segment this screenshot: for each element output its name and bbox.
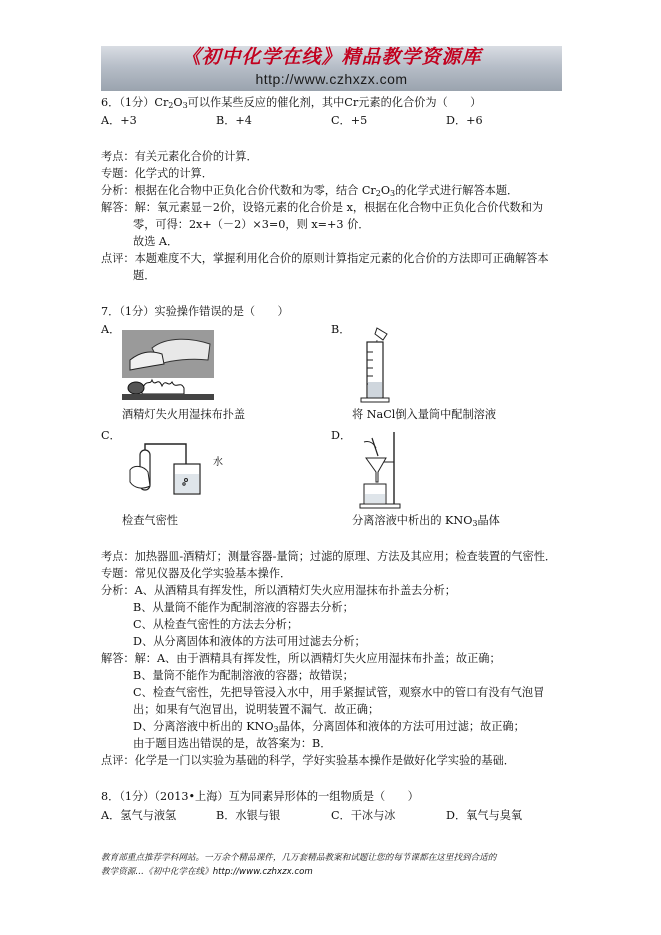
q6-jieda-line2: 零，可得：2x+（－2）×3=0，则 x=+3 价． (133, 218, 370, 231)
footer-line2[interactable]: 教学资源…《初中化学在线》http://www.czhxzx.com (101, 867, 313, 877)
q7-dianping: 点评：化学是一门以实验为基础的科学，学好实验基本操作是做好化学实验的基础． (101, 754, 515, 767)
q6-jieda-line3: 故选 A． (133, 235, 179, 248)
q6-jieda-line1: 解答：解：氧元素显－2价，设铬元素的化合价是 x，根据在化合物中正负化合价代数和为 (101, 201, 544, 214)
q7-jieda-line3: C、检查气密性，先把导管浸入水中，用手紧握试管，观察水中的管口有没有气泡冒 (133, 686, 545, 699)
water-label: 水 (213, 457, 223, 468)
q7-jieda-line4: 出；如果有气泡冒出，说明装置不漏气．故正确； (133, 703, 380, 716)
figure-b-graduated-cylinder (353, 326, 399, 404)
q6-option-d: D．+6 (446, 114, 483, 127)
q7-label-d: D． (331, 429, 352, 442)
q7-caption-c: 检查气密性 (122, 514, 178, 527)
q8-stem: 8．（1分）（2013•上海）互为同素异形体的一组物质是（ ） (101, 790, 419, 803)
q7-jieda-line6: 由于题目选出错误的是，故答案为：B． (133, 737, 332, 750)
q7-jieda-line2: B、量筒不能作为配制溶液的容器；故错误； (133, 669, 354, 682)
q7-caption-a: 酒精灯失火用湿抹布扑盖 (122, 408, 246, 421)
q7-caption-b: 将 NaCl倒入量筒中配制溶液 (352, 408, 497, 421)
banner-url[interactable]: http://www.czhxzx.com (255, 71, 408, 87)
q7-label-b: B． (331, 323, 351, 336)
figure-c-airtightness (124, 440, 216, 502)
figure-a-alcohol-lamp (122, 330, 214, 400)
figure-d-filtration (354, 428, 404, 510)
q6-zhuanti: 专题：化学式的计算． (101, 167, 213, 180)
page-footer (101, 851, 571, 879)
q6-option-a: A．+3 (101, 114, 137, 127)
q7-kaodian: 考点：加热器皿-酒精灯；测量容器-量筒；过滤的原理、方法及其应用；检查装置的气密性． (101, 550, 557, 563)
alcohol-lamp-icon (128, 382, 144, 394)
site-banner (101, 46, 562, 91)
q7-label-c: C． (101, 429, 121, 442)
q7-caption-d: 分离溶液中析出的 $KNO_3$晶体 (352, 514, 500, 528)
q8-option-c: C．干冰与冰 (331, 809, 396, 822)
q6-kaodian: 考点：有关元素化合价的计算． (101, 150, 258, 163)
q8-option-d: D．氧气与臭氧 (446, 809, 523, 822)
q7-jieda-line5: D、分离溶液中析出的 $KNO_3$晶体，分离固体和液体的方法可用过滤；故正确； (133, 720, 525, 734)
banner-title: 《初中化学在线》精品教学资源库 (181, 46, 482, 68)
q8-option-b: B．水银与银 (216, 809, 281, 822)
q6-option-c: C．+5 (331, 114, 368, 127)
q7-fenxi-line3: C、从检查气密性的方法去分析； (133, 618, 299, 631)
footer-line1: 教育部重点推荐学科网站。一万余个精品课件，几万套精品教案和试题让您的每节课都在这里找到合适的 (101, 853, 497, 863)
q7-stem: 7．（1分）实验操作错误的是（ ） (101, 305, 289, 318)
pouring-beaker-icon (364, 441, 376, 448)
q7-fenxi-line4: D、从分离固体和液体的方法可用过滤去分析； (133, 635, 366, 648)
q8-option-a: A．氢气与液氢 (101, 809, 177, 822)
q7-jieda-line1: 解答：解：A、由于酒精具有挥发性，所以酒精灯失火应用湿抹布扑盖；故正确； (101, 652, 501, 665)
q6-fenxi: 分析：根据在化合物中正负化合价代数和为零，结合 $Cr_2O_3$的化学式进行解答本题． (101, 184, 519, 198)
q7-fenxi-line2: B、从量筒不能作为配制溶液的容器去分析； (133, 601, 354, 614)
q6-option-b: B．+4 (216, 114, 252, 127)
q6-dianping-line1: 点评：本题难度不大，掌握利用化合价的原则计算指定元素的化合价的方法即可正确解答本 (101, 252, 549, 265)
funnel-icon (366, 458, 386, 482)
q6-stem: 6．（1分）$Cr_2O_3$可以作某些反应的催化剂，其中Cr元素的化合价为（ ） (101, 96, 482, 110)
q7-fenxi-line1: 分析：A、从酒精具有挥发性，所以酒精灯失火应用湿抹布扑盖去分析； (101, 584, 456, 597)
q6-dianping-line2: 题． (133, 269, 156, 282)
q7-label-a: A． (101, 323, 121, 336)
q7-zhuanti: 专题：常见仪器及化学实验基本操作． (101, 567, 292, 580)
paper-icon (375, 328, 387, 340)
